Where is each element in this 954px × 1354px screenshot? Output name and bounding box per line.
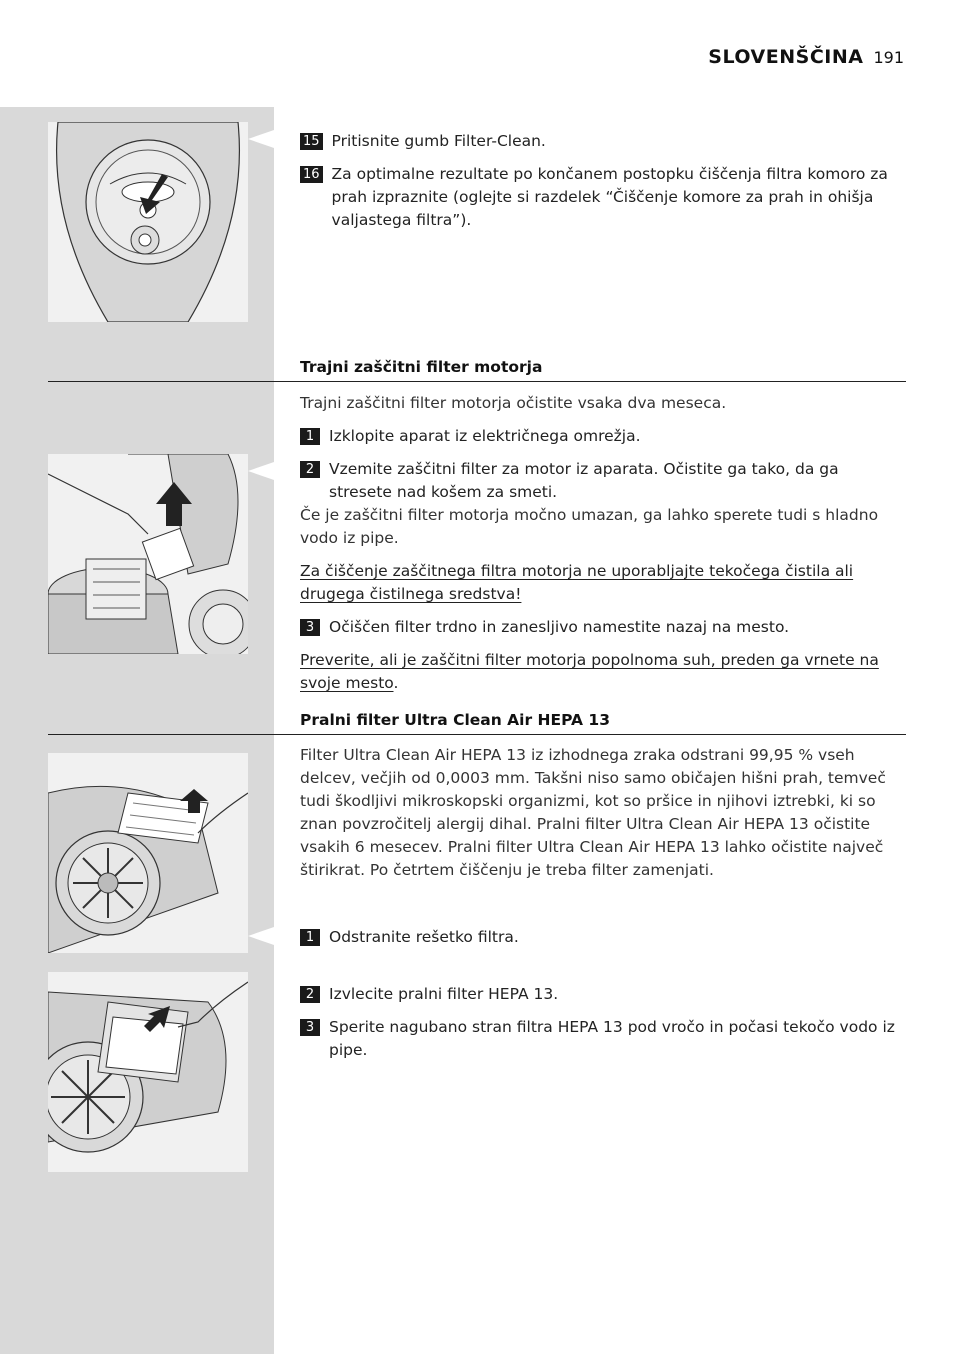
figure-pointer — [248, 927, 274, 945]
figure-filter-clean-button — [48, 122, 248, 322]
step-number-badge: 3 — [300, 619, 320, 636]
step-text: Sperite nagubano stran filtra HEPA 13 pod vročo in počasi tekočo vodo iz pipe. — [329, 1018, 895, 1059]
step-text: Za optimalne rezultate po končanem postopku čiščenja filtra komoro za prah izpraznite (oglejte si razdelek “Čiščenje komore za prah in ohišja valjastega filtra”). — [331, 165, 888, 229]
motor-filter-note: Če je zaščitni filter motorja močno umazan, ga lahko sperete tudi s hladno vodo iz pipe. — [300, 506, 879, 547]
section-divider — [48, 381, 906, 382]
figure-pointer — [248, 462, 274, 480]
step-3 — [300, 1016, 906, 1062]
figure-motor-filter-removal — [48, 454, 248, 654]
warning-dry-filter-period: . — [393, 674, 399, 692]
step-text: Pritisnite gumb Filter-Clean. — [331, 132, 546, 150]
motor-filter-intro: Trajni zaščitni filter motorja očistite vsaka dva meseca. — [300, 394, 727, 412]
step-2 — [300, 458, 906, 504]
figure-remove-filter-grille — [48, 753, 248, 953]
language-title: SLOVENŠČINA — [708, 46, 864, 68]
step-3 — [300, 616, 906, 639]
page-header — [708, 46, 904, 68]
step-number-badge: 16 — [300, 166, 323, 183]
step-number-badge: 3 — [300, 1019, 320, 1036]
hepa-steps-2-3 — [300, 983, 906, 1062]
motor-filter-content — [300, 392, 906, 695]
section-divider — [48, 734, 906, 735]
step-1 — [300, 425, 906, 448]
step-text: Vzemite zaščitni filter za motor iz aparata. Očistite ga tako, da ga stresete nad košem za smeti. — [329, 460, 839, 501]
page-number: 191 — [873, 48, 904, 67]
step-1 — [300, 926, 906, 949]
warning-dry-filter-text: Preverite, ali je zaščitni filter motorja popolnoma suh, preden ga vrnete na svoje mesto — [300, 651, 879, 692]
figure-pull-out-hepa-filter — [48, 972, 248, 1172]
figure-pointer — [248, 130, 274, 148]
step-number-badge: 2 — [300, 461, 320, 478]
section-title-hepa-filter: Pralni filter Ultra Clean Air HEPA 13 — [300, 711, 610, 729]
step-text: Očiščen filter trdno in zanesljivo namestite nazaj na mesto. — [329, 618, 790, 636]
hepa-step-1-block — [300, 926, 906, 949]
step-text: Odstranite rešetko filtra. — [329, 928, 519, 946]
step-number-badge: 1 — [300, 929, 320, 946]
hepa-filter-intro — [300, 744, 906, 882]
section-title-motor-filter: Trajni zaščitni filter motorja — [300, 358, 543, 376]
step-number-badge: 15 — [300, 133, 323, 150]
step-text: Izklopite aparat iz električnega omrežja. — [329, 427, 641, 445]
step-number-badge: 1 — [300, 428, 320, 445]
warning-dry-filter — [300, 649, 906, 695]
step-15 — [300, 130, 906, 153]
step-text: Izvlecite pralni filter HEPA 13. — [329, 985, 559, 1003]
warning-cleaning-agents: Za čiščenje zaščitnega filtra motorja ne uporabljajte tekočega čistila ali drugega čistilnega sredstva! — [300, 562, 854, 603]
steps-block-1 — [300, 130, 906, 232]
hepa-filter-description: Filter Ultra Clean Air HEPA 13 iz izhodnega zraka odstrani 99,95 % vseh delcev, večjih od 0,0003 mm. Takšni niso samo običajen hišni prah, temveč tudi škodljivi mikroskopski organizmi, kot so pršice in njihovi iztrebki, ki so znan povzročitelj alergij dihal. Pralni filter Ultra Clean Air HEPA 13 očistite vsakih 6 mesecev. Pralni filter Ultra Clean Air HEPA 13 lahko očistite največ štirikrat. Po četrtem čiščenju je treba filter zamenjati. — [300, 746, 886, 879]
step-2 — [300, 983, 906, 1006]
step-number-badge: 2 — [300, 986, 320, 1003]
step-16 — [300, 163, 906, 232]
